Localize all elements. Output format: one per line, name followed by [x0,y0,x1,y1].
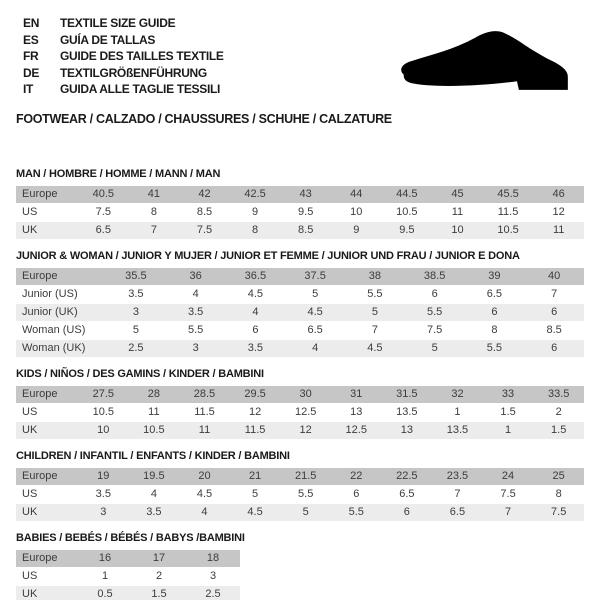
size-cell: 7.5 [78,203,129,221]
size-cell: 5.5 [465,339,525,357]
language-code: FR [23,49,39,63]
size-cell: 1.5 [132,585,186,600]
size-cell: 31 [331,386,382,404]
table-row [16,386,584,404]
table-row [16,321,584,339]
size-cell: 10.5 [483,221,534,239]
size-cell: 6.5 [382,485,433,503]
size-cell: 5.5 [331,503,382,521]
size-cell: 2.5 [186,585,240,600]
size-cell: 10.5 [78,403,129,421]
size-section [16,532,584,600]
row-label-cell: Europe [16,550,78,568]
size-cell: 2 [132,567,186,585]
size-cell: 33.5 [533,386,584,404]
size-cell: 5 [230,485,281,503]
size-cell: 5 [280,503,331,521]
size-cell: 10 [78,421,129,439]
size-cell: 39 [465,268,525,286]
size-section [16,368,584,440]
table-row [16,203,584,221]
size-cell: 22 [331,468,382,486]
size-cell: 7 [129,221,180,239]
size-cell: 3.5 [78,485,129,503]
table-row [16,268,584,286]
size-cell: 9.5 [382,221,433,239]
size-cell: 29.5 [230,386,281,404]
size-cell: 3.5 [226,339,286,357]
row-label-cell: Junior (US) [16,285,106,303]
size-cell: 6 [405,285,465,303]
row-label-cell: US [16,567,78,585]
size-cell: 4.5 [230,503,281,521]
size-cell: 12 [280,421,331,439]
row-label-cell: US [16,485,78,503]
table-row [16,567,240,585]
table-row [16,585,240,600]
size-cell: 8 [465,321,525,339]
table-row [16,285,584,303]
size-cell: 4 [166,285,226,303]
size-cell: 12 [230,403,281,421]
size-cell: 11.5 [230,421,281,439]
size-cell: 40.5 [78,186,129,204]
row-label-cell: US [16,403,78,421]
language-label: TEXTILE SIZE GUIDE [60,16,176,30]
size-cell: 12 [533,203,584,221]
size-table [16,386,584,440]
size-cell: 6 [331,485,382,503]
size-cell: 9 [331,221,382,239]
size-cell: 11 [533,221,584,239]
section-title: CHILDREN / INFANTIL / ENFANTS / KINDER / BAMBINI [16,449,290,462]
size-cell: 28.5 [179,386,230,404]
size-cell: 12.5 [280,403,331,421]
size-cell: 4.5 [179,485,230,503]
size-cell: 11.5 [179,403,230,421]
table-row [16,221,584,239]
size-cell: 28 [129,386,180,404]
size-cell: 4 [226,303,286,321]
row-label-cell: US [16,203,78,221]
size-cell: 7 [345,321,405,339]
size-cell: 18 [186,550,240,568]
section-title: JUNIOR & WOMAN / JUNIOR Y MUJER / JUNIOR ET FEMME / JUNIOR UND FRAU / JUNIOR E DONA [16,249,520,262]
size-cell: 20 [179,468,230,486]
size-cell: 3 [166,339,226,357]
size-table [16,186,584,240]
size-cell: 21 [230,468,281,486]
size-cell: 6.5 [465,285,525,303]
table-row [16,503,584,521]
size-cell: 35.5 [106,268,166,286]
size-cell: 33 [483,386,534,404]
size-cell: 8.5 [280,221,331,239]
language-label: TEXTILGRÖßENFÜHRUNG [60,65,207,80]
size-cell: 4.5 [226,285,286,303]
size-cell: 5.5 [405,303,465,321]
size-cell: 7 [483,503,534,521]
size-cell: 3.5 [129,503,180,521]
size-cell: 24 [483,468,534,486]
language-code: ES [23,32,39,47]
size-cell: 46 [533,186,584,204]
size-cell: 4.5 [345,339,405,357]
size-cell: 36.5 [226,268,286,286]
size-cell: 1 [432,403,483,421]
size-cell: 30 [280,386,331,404]
size-cell: 3 [78,503,129,521]
size-cell: 31.5 [382,386,433,404]
size-cell: 13.5 [382,403,433,421]
size-cell: 6.5 [285,321,345,339]
row-label-cell: Junior (UK) [16,303,106,321]
shoe-icon [396,28,588,98]
size-cell: 3.5 [106,285,166,303]
size-cell: 5.5 [280,485,331,503]
language-code: DE [23,65,40,80]
language-label: GUIDA ALLE TAGLIE TESSILI [60,82,221,96]
size-cell: 38 [345,268,405,286]
size-cell: 10 [432,221,483,239]
language-label: GUÍA DE TALLAS [60,32,156,47]
category-title: FOOTWEAR / CALZADO / CHAUSSURES / SCHUHE / CALZATURE [16,111,392,126]
size-cell: 10.5 [382,203,433,221]
size-table [16,268,584,358]
size-cell: 5.5 [345,285,405,303]
size-cell: 44.5 [382,186,433,204]
row-label-cell: UK [16,585,78,600]
row-label-cell: Europe [16,268,106,286]
size-cell: 22.5 [382,468,433,486]
size-cell: 1 [78,567,132,585]
size-cell: 6.5 [432,503,483,521]
size-cell: 5 [285,285,345,303]
size-cell: 8.5 [524,321,584,339]
size-cell: 11 [432,203,483,221]
size-table [16,468,584,522]
size-cell: 45 [432,186,483,204]
size-cell: 5 [106,321,166,339]
size-cell: 42 [179,186,230,204]
size-cell: 4.5 [285,303,345,321]
size-cell: 27.5 [78,386,129,404]
size-cell: 13 [331,403,382,421]
size-cell: 42.5 [230,186,281,204]
size-cell: 7.5 [179,221,230,239]
size-cell: 13 [382,421,433,439]
size-cell: 6 [226,321,286,339]
size-cell: 7.5 [533,503,584,521]
size-cell: 4 [285,339,345,357]
size-cell: 10.5 [129,421,180,439]
section-title: MAN / HOMBRE / HOMME / MANN / MAN [16,167,221,180]
size-cell: 11 [129,403,180,421]
size-cell: 5.5 [166,321,226,339]
size-cell: 1 [483,421,534,439]
size-cell: 1.5 [483,403,534,421]
size-cell: 1.5 [533,421,584,439]
size-cell: 7 [524,285,584,303]
size-cell: 13.5 [432,421,483,439]
size-cell: 2.5 [106,339,166,357]
size-cell: 6.5 [78,221,129,239]
size-cell: 8 [230,221,281,239]
size-table [16,550,240,600]
language-code: EN [23,16,40,30]
section-title: KIDS / NIÑOS / DES GAMINS / KINDER / BAMBINI [16,367,264,380]
size-cell: 25 [533,468,584,486]
size-cell: 6 [465,303,525,321]
size-cell: 2 [533,403,584,421]
size-cell: 4 [179,503,230,521]
language-code: IT [23,82,34,96]
size-cell: 6 [382,503,433,521]
size-cell: 16 [78,550,132,568]
size-cell: 17 [132,550,186,568]
size-section [16,250,584,358]
table-row [16,303,584,321]
table-row [16,550,240,568]
size-cell: 5 [405,339,465,357]
size-cell: 3 [186,567,240,585]
size-tables [16,168,584,600]
table-row [16,339,584,357]
row-label-cell: UK [16,503,78,521]
size-cell: 40 [524,268,584,286]
size-cell: 0.5 [78,585,132,600]
table-row [16,186,584,204]
size-cell: 11.5 [483,203,534,221]
row-label-cell: UK [16,221,78,239]
size-cell: 4 [129,485,180,503]
size-cell: 19.5 [129,468,180,486]
section-title: BABIES / BEBÉS / BÉBÉS / BABYS /BAMBINI [16,531,245,544]
language-label: GUIDE DES TAILLES TEXTILE [60,49,224,63]
size-cell: 8.5 [179,203,230,221]
size-cell: 6 [524,303,584,321]
size-cell: 8 [129,203,180,221]
size-cell: 7.5 [405,321,465,339]
row-label-cell: Europe [16,386,78,404]
size-cell: 10 [331,203,382,221]
header [16,15,584,126]
size-cell: 9.5 [280,203,331,221]
size-cell: 23.5 [432,468,483,486]
size-cell: 12.5 [331,421,382,439]
table-row [16,485,584,503]
row-label-cell: Woman (UK) [16,339,106,357]
size-cell: 3.5 [166,303,226,321]
size-cell: 32 [432,386,483,404]
size-cell: 7.5 [483,485,534,503]
row-label-cell: Woman (US) [16,321,106,339]
size-cell: 8 [533,485,584,503]
size-cell: 36 [166,268,226,286]
size-cell: 37.5 [285,268,345,286]
table-row [16,403,584,421]
table-row [16,468,584,486]
size-cell: 9 [230,203,281,221]
row-label-cell: Europe [16,468,78,486]
size-cell: 44 [331,186,382,204]
table-row [16,421,584,439]
row-label-cell: UK [16,421,78,439]
size-cell: 5 [345,303,405,321]
row-label-cell: Europe [16,186,78,204]
size-cell: 6 [524,339,584,357]
size-cell: 19 [78,468,129,486]
size-cell: 45.5 [483,186,534,204]
size-cell: 21.5 [280,468,331,486]
size-cell: 11 [179,421,230,439]
size-cell: 38.5 [405,268,465,286]
size-cell: 3 [106,303,166,321]
size-cell: 7 [432,485,483,503]
size-section [16,450,584,522]
size-cell: 43 [280,186,331,204]
size-section [16,168,584,240]
size-cell: 41 [129,186,180,204]
